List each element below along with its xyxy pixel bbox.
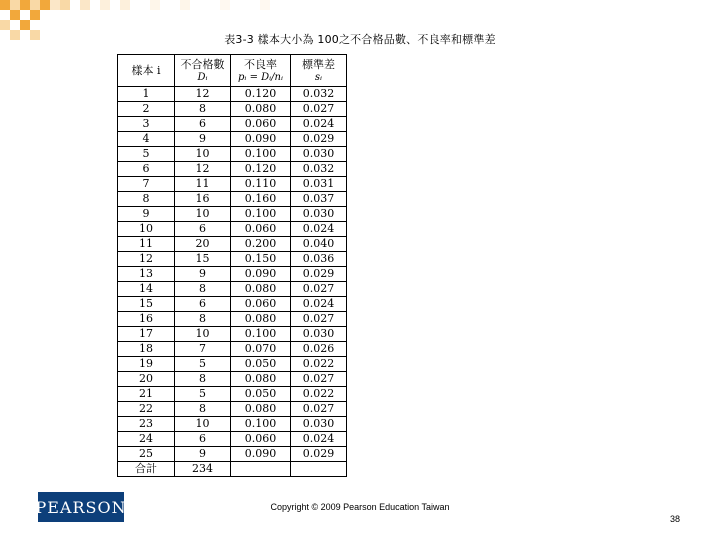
table-cell: 0.150 xyxy=(231,252,291,267)
table-cell: 0.029 xyxy=(291,447,347,462)
table-cell: 8 xyxy=(175,312,231,327)
table-cell: 0.027 xyxy=(291,402,347,417)
table-cell: 0.090 xyxy=(231,447,291,462)
table-cell: 0.080 xyxy=(231,102,291,117)
deco-square xyxy=(220,0,230,10)
table-cell: 0.100 xyxy=(231,417,291,432)
table-row xyxy=(118,237,347,252)
header-label: 不良率 xyxy=(244,57,277,71)
table-row xyxy=(118,222,347,237)
table-cell xyxy=(291,462,347,477)
copyright-text: Copyright © 2009 Pearson Education Taiwan xyxy=(270,502,450,512)
table-row xyxy=(118,357,347,372)
table-cell: 16 xyxy=(175,192,231,207)
deco-square xyxy=(20,0,30,10)
table-cell: 7 xyxy=(175,342,231,357)
table-cell: 0.029 xyxy=(291,132,347,147)
table-cell: 9 xyxy=(118,207,175,222)
table-row xyxy=(118,117,347,132)
table-cell: 5 xyxy=(175,387,231,402)
table-cell: 0.060 xyxy=(231,222,291,237)
table-cell: 22 xyxy=(118,402,175,417)
table-cell: 0.120 xyxy=(231,162,291,177)
table-cell: 0.160 xyxy=(231,192,291,207)
header-sublabel: pᵢ = Dᵢ/nᵢ xyxy=(238,71,283,83)
table-cell: 0.027 xyxy=(291,282,347,297)
table-cell: 8 xyxy=(175,282,231,297)
table-cell: 0.120 xyxy=(231,87,291,102)
table-cell: 15 xyxy=(175,252,231,267)
page-number: 38 xyxy=(669,514,680,524)
deco-square xyxy=(0,20,10,30)
table-cell: 6 xyxy=(175,117,231,132)
table-cell: 9 xyxy=(175,267,231,282)
table-cell: 20 xyxy=(118,372,175,387)
table-cell: 20 xyxy=(175,237,231,252)
table-cell: 10 xyxy=(175,147,231,162)
table-cell: 0.080 xyxy=(231,372,291,387)
table-cell: 16 xyxy=(118,312,175,327)
table-row xyxy=(118,297,347,312)
table-cell: 0.100 xyxy=(231,327,291,342)
table-cell: 0.024 xyxy=(291,117,347,132)
table-row xyxy=(118,387,347,402)
table-cell: 7 xyxy=(118,177,175,192)
slide-title: 表3-3 樣本大小為 100之不合格品數、不良率和標準差 xyxy=(224,33,496,46)
table-cell: 21 xyxy=(118,387,175,402)
table-cell: 12 xyxy=(118,252,175,267)
table-cell: 0.060 xyxy=(231,117,291,132)
deco-square xyxy=(100,0,110,10)
table-cell: 8 xyxy=(175,372,231,387)
table-cell: 0.026 xyxy=(291,342,347,357)
table-cell: 0.024 xyxy=(291,432,347,447)
data-table-container xyxy=(117,54,347,477)
table-row xyxy=(118,402,347,417)
deco-square xyxy=(260,0,270,10)
table-cell: 0.060 xyxy=(231,432,291,447)
table-cell: 0.027 xyxy=(291,312,347,327)
table-cell: 0.090 xyxy=(231,132,291,147)
table-cell: 0.024 xyxy=(291,297,347,312)
deco-square xyxy=(50,0,60,10)
table-cell: 5 xyxy=(118,147,175,162)
deco-square xyxy=(30,10,40,20)
table-cell: 14 xyxy=(118,282,175,297)
pearson-logo: PEARSON xyxy=(38,492,124,522)
table-cell: 0.032 xyxy=(291,87,347,102)
table-row xyxy=(118,87,347,102)
table-cell: 0.050 xyxy=(231,387,291,402)
table-cell: 0.031 xyxy=(291,177,347,192)
table-cell: 11 xyxy=(175,177,231,192)
deco-square xyxy=(60,0,70,10)
table-row xyxy=(118,162,347,177)
deco-square xyxy=(180,0,190,10)
table-row xyxy=(118,207,347,222)
table-cell: 1 xyxy=(118,87,175,102)
table-cell: 19 xyxy=(118,357,175,372)
table-cell: 23 xyxy=(118,417,175,432)
table-cell: 0.080 xyxy=(231,282,291,297)
table-cell: 10 xyxy=(175,417,231,432)
table-cell: 6 xyxy=(118,162,175,177)
deco-square xyxy=(150,0,160,10)
table-cell: 25 xyxy=(118,447,175,462)
table-cell: 24 xyxy=(118,432,175,447)
deco-square xyxy=(30,0,40,10)
table-row xyxy=(118,177,347,192)
table-cell: 0.030 xyxy=(291,207,347,222)
table-cell: 6 xyxy=(175,222,231,237)
header-sublabel: Dᵢ xyxy=(197,71,208,83)
table-cell: 13 xyxy=(118,267,175,282)
table-cell: 10 xyxy=(175,327,231,342)
table-cell: 0.090 xyxy=(231,267,291,282)
table-cell: 9 xyxy=(175,447,231,462)
deco-square xyxy=(20,20,30,30)
table-cell: 10 xyxy=(118,222,175,237)
table-cell: 0.100 xyxy=(231,147,291,162)
table-cell: 12 xyxy=(175,162,231,177)
header-label: 樣本 i xyxy=(131,64,161,77)
table-cell: 0.030 xyxy=(291,147,347,162)
table-cell: 6 xyxy=(175,432,231,447)
table-cell: 0.030 xyxy=(291,417,347,432)
header-std-dev xyxy=(291,55,347,87)
table-cell: 17 xyxy=(118,327,175,342)
table-cell: 0.080 xyxy=(231,312,291,327)
header-label: 不合格數 xyxy=(180,57,225,71)
table-cell: 0.080 xyxy=(231,402,291,417)
deco-square xyxy=(120,0,130,10)
header-defect-rate xyxy=(231,55,291,87)
table-cell: 0.030 xyxy=(291,327,347,342)
deco-square xyxy=(40,0,50,10)
table-cell: 11 xyxy=(118,237,175,252)
deco-square xyxy=(10,0,20,10)
table-cell: 18 xyxy=(118,342,175,357)
table-cell: 0.032 xyxy=(291,162,347,177)
table-cell: 0.060 xyxy=(231,297,291,312)
table-row xyxy=(118,432,347,447)
table-row xyxy=(118,252,347,267)
table-cell: 3 xyxy=(118,117,175,132)
total-label: 合計 xyxy=(118,462,175,477)
table-cell: 5 xyxy=(175,357,231,372)
table-cell: 0.040 xyxy=(291,237,347,252)
table-cell: 0.050 xyxy=(231,357,291,372)
table-row xyxy=(118,147,347,162)
table-cell: 8 xyxy=(175,402,231,417)
table-row xyxy=(118,267,347,282)
table-row xyxy=(118,417,347,432)
table-row xyxy=(118,372,347,387)
table-cell: 0.200 xyxy=(231,237,291,252)
table-row xyxy=(118,282,347,297)
table-cell: 2 xyxy=(118,102,175,117)
table-cell: 8 xyxy=(175,102,231,117)
deco-square xyxy=(0,0,10,10)
deco-square xyxy=(80,0,90,10)
table-cell: 9 xyxy=(175,132,231,147)
table-cell: 0.110 xyxy=(231,177,291,192)
table-cell: 0.036 xyxy=(291,252,347,267)
table-header-row xyxy=(118,55,347,87)
table-cell: 8 xyxy=(118,192,175,207)
table-row xyxy=(118,327,347,342)
header-nonconforming-count xyxy=(175,55,231,87)
nonconforming-data-table xyxy=(117,54,347,477)
total-value: 234 xyxy=(175,462,231,477)
header-sublabel: sᵢ xyxy=(314,71,323,83)
table-row xyxy=(118,447,347,462)
table-cell: 12 xyxy=(175,87,231,102)
table-row xyxy=(118,132,347,147)
table-cell: 0.022 xyxy=(291,387,347,402)
table-cell: 0.024 xyxy=(291,222,347,237)
table-row xyxy=(118,342,347,357)
table-row xyxy=(118,192,347,207)
table-cell xyxy=(231,462,291,477)
table-row xyxy=(118,102,347,117)
table-cell: 0.022 xyxy=(291,357,347,372)
table-cell: 0.027 xyxy=(291,102,347,117)
table-cell: 0.100 xyxy=(231,207,291,222)
header-label: 標準差 xyxy=(302,57,335,71)
table-cell: 0.029 xyxy=(291,267,347,282)
table-cell: 4 xyxy=(118,132,175,147)
table-cell: 6 xyxy=(175,297,231,312)
table-cell: 0.027 xyxy=(291,372,347,387)
table-cell: 0.070 xyxy=(231,342,291,357)
table-total-row xyxy=(118,462,347,477)
header-sample xyxy=(118,55,175,87)
table-cell: 15 xyxy=(118,297,175,312)
table-body xyxy=(118,87,347,477)
table-row xyxy=(118,312,347,327)
table-cell: 10 xyxy=(175,207,231,222)
table-cell: 0.037 xyxy=(291,192,347,207)
deco-square xyxy=(10,10,20,20)
